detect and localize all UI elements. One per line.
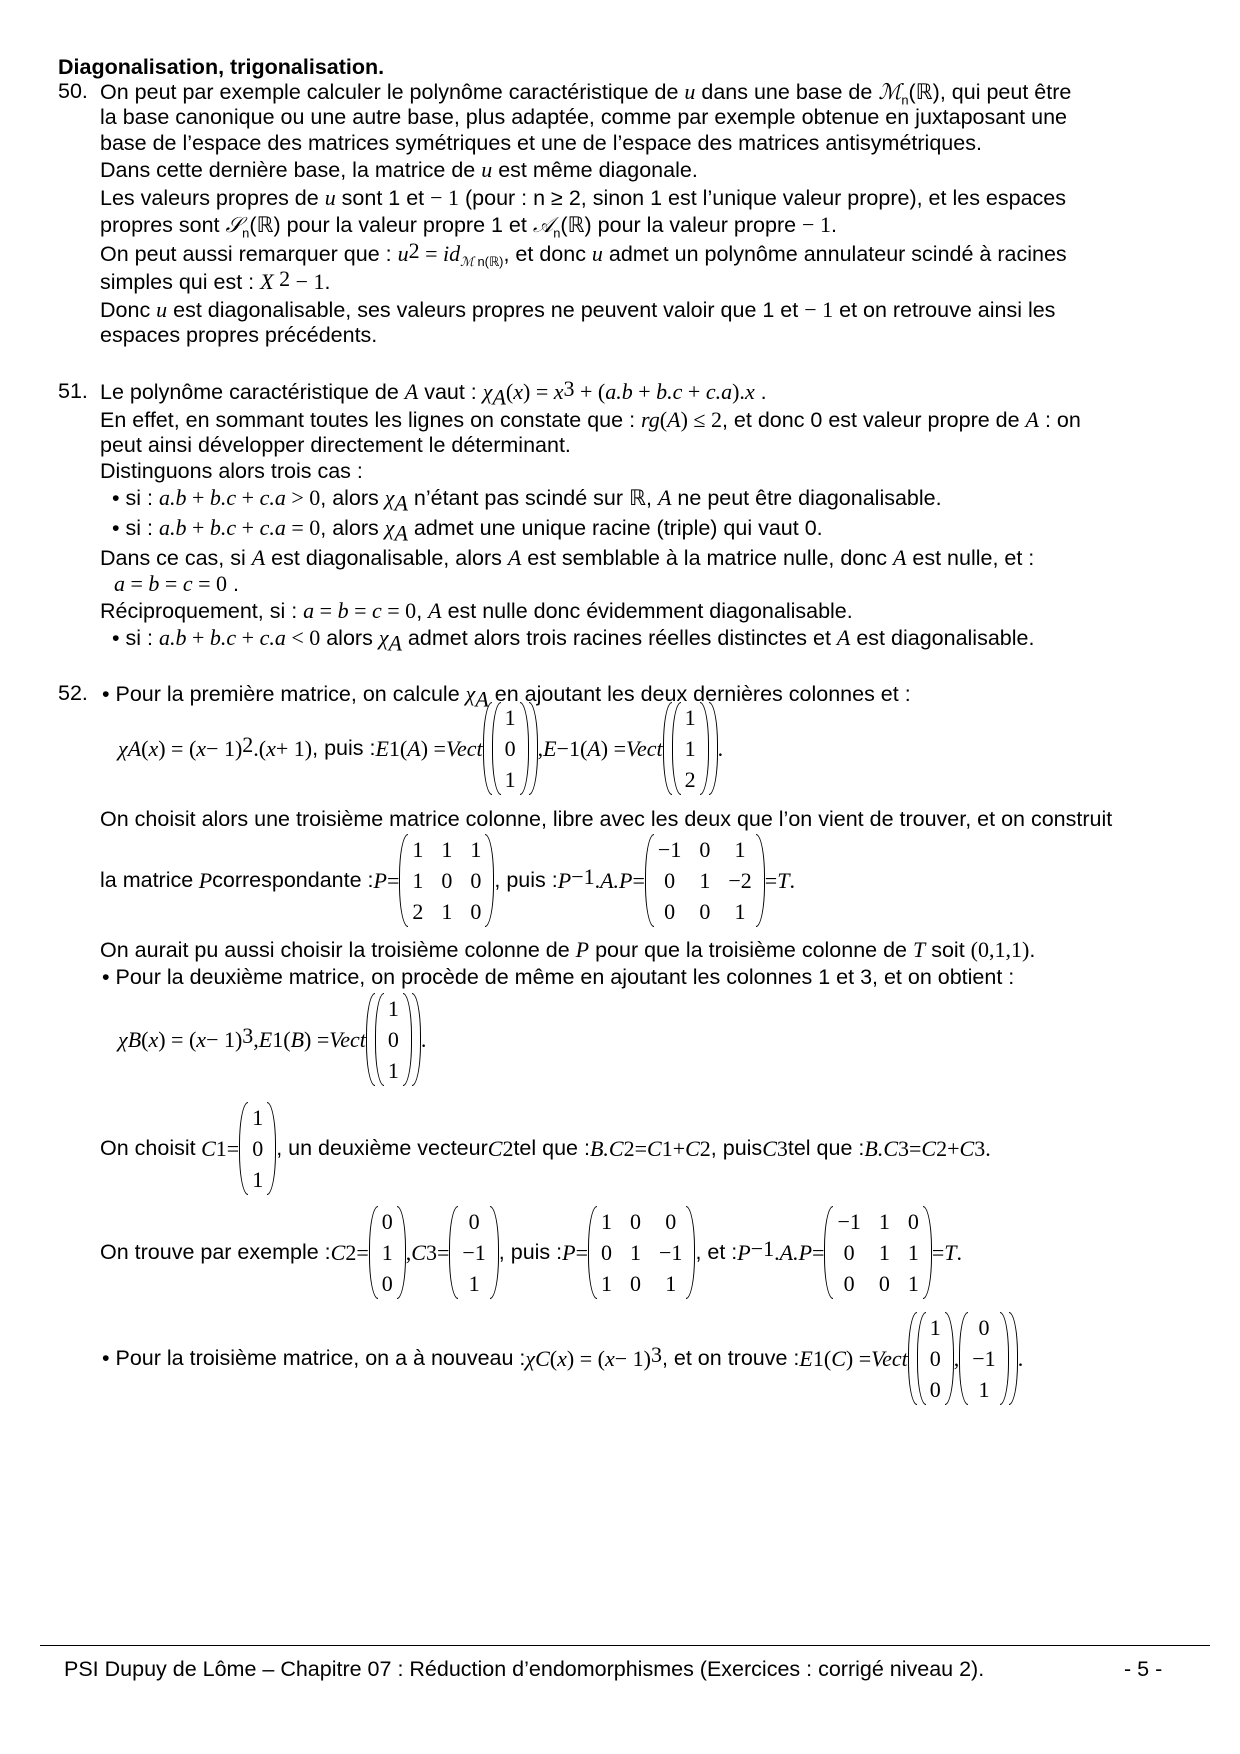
footer-text: PSI Dupuy de Lôme – Chapitre 07 : Réduction d’endomorphismes (Exercices : corrigé niveau 2).	[64, 1657, 985, 1681]
text-line: Le polynôme caractéristique de A vaut : $\chi_A(x) = x^3 + (a.b + b.c + c.a).x$ .	[100, 375, 767, 410]
text-line: Dans cette dernière base, la matrice de u est même diagonale.	[100, 157, 698, 182]
exercise-number: 52.	[58, 681, 88, 705]
text-line: propres sont 𝒮$_n$(ℝ) pour la valeur propre 1 et 𝒜$_n$(ℝ) pour la valeur propre − 1.	[100, 212, 837, 241]
footer-rule	[40, 1645, 1210, 1646]
math-line: a = b = c = 0 .	[114, 571, 239, 596]
math-line: χ A ( x ) = ( x − 1) $^2$ .( x + 1) , puis : E 1 ( A ) = Vect 1 0 1 , E −1 ( A ) = Vect 1 1 2 .	[118, 702, 723, 794]
math-line: χ B ( x ) = ( x − 1) $^3$ , E 1 ( B ) = Vect 1 0 1 .	[118, 990, 426, 1088]
bullet-item: • si : a.b + b.c + c.a = 0, alors $\chi_A$ admet une unique racine (triple) qui vaut 0.	[112, 515, 823, 546]
text-line: base de l’espace des matrices symétriques et une de l’espace des matrices antisymétriques.	[100, 131, 982, 155]
text-line: On choisit alors une troisième matrice colonne, libre avec les deux que l’on vient de trouver, et on construit	[100, 807, 1113, 831]
text-line: On aurait pu aussi choisir la troisième colonne de P pour que la troisième colonne de T soit (0,1,1).	[100, 937, 1036, 962]
text-line: peut ainsi développer directement le déterminant.	[100, 433, 571, 457]
exercise-number: 50.	[58, 79, 88, 103]
text-line: On peut par exemple calculer le polynôme caractéristique de u dans une base de ℳ$_n$(ℝ), qui peut être	[100, 79, 1072, 108]
section-title: Diagonalisation, trigonalisation.	[58, 55, 385, 79]
text-line: • Pour la première matrice, on calcule $\chi_A$ en ajoutant les deux dernières colonnes et :	[102, 681, 911, 712]
math-line: On choisit C 1 = 1 0 1 , un deuxième vecteur C 2 tel que : B.C 2 = C 1 + C 2 , puis C 3 tel que : B.C 3 = C 2 + C 3 .	[100, 1098, 991, 1198]
bullet-item: • si : a.b + b.c + c.a > 0, alors $\chi_A$ n’étant pas scindé sur ℝ, A ne peut être diagonalisable.	[112, 485, 942, 516]
math-line: On trouve par exemple : C 2 = 0 1 0 , C 3 = 0 −1 1 , puis : P = 1 0 0 0 1 −1 1 0 1 , et : P $^{-1}$ . A.P = −1 1 0 0 1 1 0 0 1 = T .	[100, 1202, 962, 1302]
math-line: la matrice P correspondante : P = 1 1 1 1 0 0 2 1 0 , puis : P $^{-1}$ . A.P = −1 0 1 0 1 −2 0 0 1 = T .	[100, 832, 795, 928]
math-line: • Pour la troisième matrice, on a à nouveau : χ C ( x ) = ( x − 1) $^3$ , et on trouve : E 1 ( C ) = Vect 1 0 0 , 0 −1 1 .	[102, 1308, 1023, 1408]
text-line: espaces propres précédents.	[100, 323, 378, 347]
text-line: la base canonique ou une autre base, plus adaptée, comme par exemple obtenue en juxtaposant une	[100, 105, 1067, 129]
text-line: Réciproquement, si : a = b = c = 0, A est nulle donc évidemment diagonalisable.	[100, 598, 853, 623]
exercise-number: 51.	[58, 379, 88, 403]
text-line: • Pour la deuxième matrice, on procède de même en ajoutant les colonnes 1 et 3, et on obtient :	[102, 965, 1015, 989]
text-line: En effet, en sommant toutes les lignes on constate que : rg(A) ≤ 2, et donc 0 est valeur propre de A : on	[100, 407, 1081, 432]
text-line: On peut aussi remarquer que : $u^2 = id_{ℳ n(ℝ)}$, et donc u admet un polynôme annulateur scindé à racines	[100, 237, 1067, 270]
text-line: simples qui est : X $^2$ − 1.	[100, 265, 331, 294]
page-number: - 5 -	[1124, 1657, 1163, 1681]
text-line: Donc u est diagonalisable, ses valeurs propres ne peuvent valoir que 1 et − 1 et on retrouve ainsi les	[100, 297, 1056, 322]
bullet-item: • si : a.b + b.c + c.a < 0 alors $\chi_A$ admet alors trois racines réelles distinctes et A est diagonalisable.	[112, 625, 1035, 656]
text-line: Les valeurs propres de u sont 1 et − 1 (pour : n ≥ 2, sinon 1 est l’unique valeur propre), et les espaces	[100, 185, 1066, 210]
text-line: Distinguons alors trois cas :	[100, 459, 363, 483]
text-line: Dans ce cas, si A est diagonalisable, alors A est semblable à la matrice nulle, donc A est nulle, et :	[100, 545, 1035, 570]
